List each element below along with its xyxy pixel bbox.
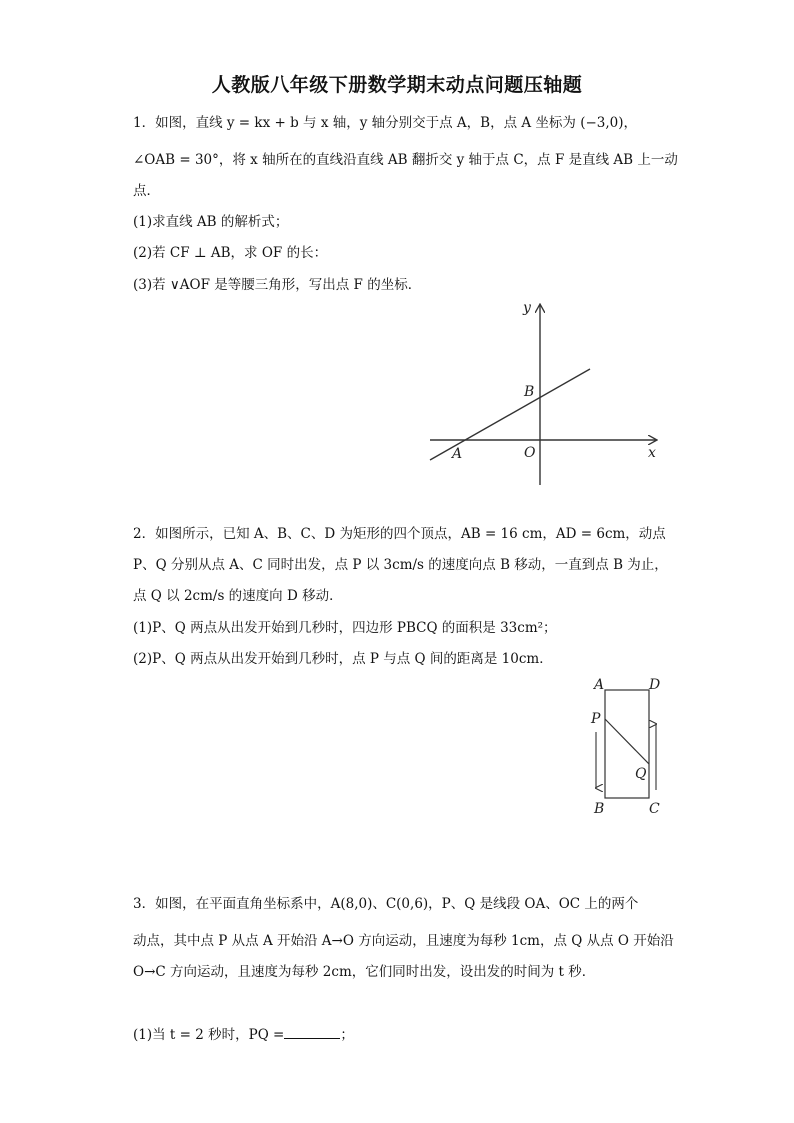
- label-b: B: [594, 801, 605, 817]
- q3-line-3: O→C 方向运动，且速度为每秒 2cm，它们同时出发，设出发的时间为 t 秒．: [133, 964, 596, 980]
- label-q: Q: [635, 766, 647, 782]
- label-a: A: [594, 677, 605, 693]
- q2-part-1: (1)P、Q 两点从出发开始到几秒时，四边形 PBCQ 的面积是 33cm²；: [133, 620, 557, 636]
- q2-figure: [585, 672, 670, 822]
- label-d: D: [649, 677, 661, 693]
- label-b: B: [524, 384, 535, 400]
- label-a: A: [452, 446, 463, 462]
- label-x: x: [648, 445, 656, 461]
- q2-line-2: P、Q 分别从点 A、C 同时出发，点 P 以 3cm/s 的速度向点 B 移动，一直到点 B 为止，: [133, 557, 668, 573]
- q2-part-2: (2)P、Q 两点从出发开始到几秒时，点 P 与点 Q 间的距离是 10cm．: [133, 651, 553, 667]
- q1-part-2: (2)若 CF ⊥ AB，求 OF 的长：: [133, 245, 328, 261]
- label-y: y: [523, 300, 531, 316]
- q3-part-1: [133, 1026, 354, 1044]
- q3-part-1-text: (1)当 t = 2 秒时，PQ =: [133, 1027, 285, 1043]
- q3-line-1: 3．如图，在平面直角坐标系中，A(8,0)、C(0,6)，P、Q 是线段 OA、OC 上的两个: [133, 896, 639, 912]
- q1-line-2: ∠OAB = 30°，将 x 轴所在的直线沿直线 AB 翻折交 y 轴于点 C，点 F 是直线 AB 上一动: [133, 152, 678, 168]
- q1-part-3: (3)若 ∨AOF 是等腰三角形，写出点 F 的坐标．: [133, 277, 422, 293]
- q3-line-2: 动点，其中点 P 从点 A 开始沿 A→O 方向运动，且速度为每秒 1cm，点 Q 从点 O 开始沿: [133, 933, 674, 949]
- q2-line-3: 点 Q 以 2cm/s 的速度向 D 移动．: [133, 588, 343, 604]
- q1-line-3: 点．: [133, 183, 160, 199]
- q1-figure: [420, 295, 670, 490]
- label-c: C: [649, 801, 660, 817]
- label-p: P: [591, 711, 601, 727]
- q3-part-1-end: ；: [340, 1027, 354, 1043]
- q1-part-1: (1)求直线 AB 的解析式；: [133, 214, 289, 230]
- q2-line-1: 2．如图所示，已知 A、B、C、D 为矩形的四个顶点，AB = 16 cm，AD = 6cm，动点: [133, 526, 666, 542]
- segment-pq: [605, 719, 649, 764]
- page-title: 人教版八年级下册数学期末动点问题压轴题: [211, 74, 583, 96]
- label-o: O: [524, 445, 536, 461]
- answer-blank[interactable]: [284, 1026, 340, 1039]
- q1-line-1: 1．如图，直线 y = kx + b 与 x 轴，y 轴分别交于点 A，B，点 A 坐标为 (−3,0)，: [133, 115, 638, 131]
